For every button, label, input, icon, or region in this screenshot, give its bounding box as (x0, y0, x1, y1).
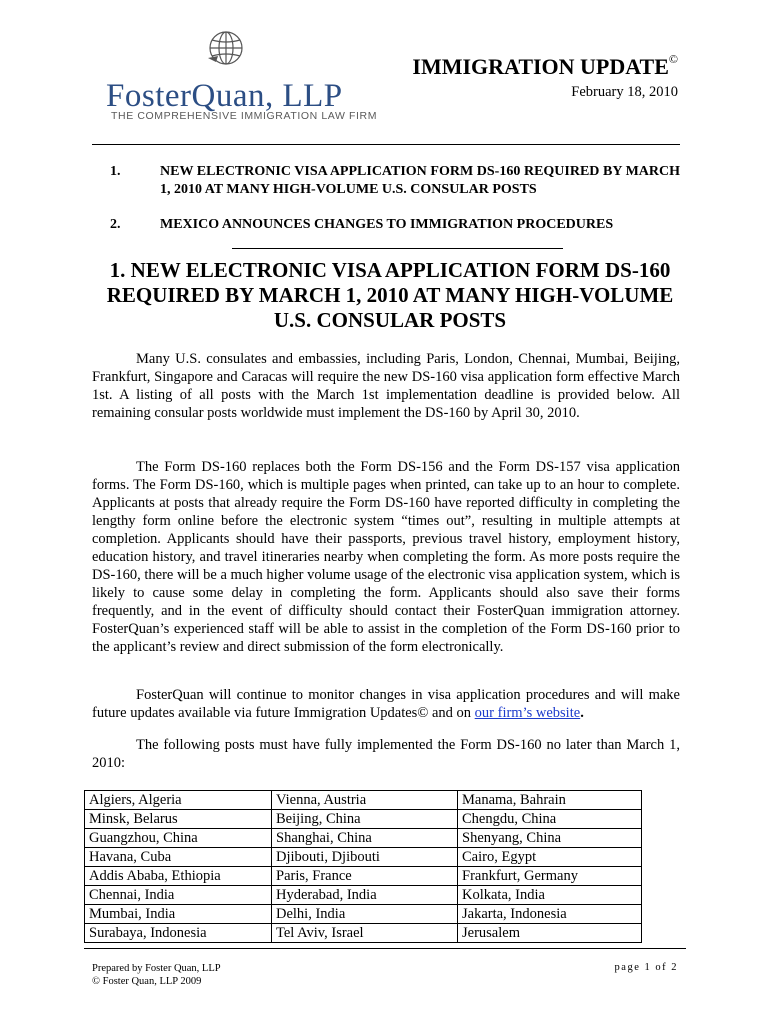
page-number: page 1 of 2 (614, 962, 678, 973)
table-cell: Beijing, China (272, 810, 458, 829)
logo-name: FosterQuan, LLP (106, 78, 343, 114)
toc-item-2 (100, 216, 680, 234)
paragraph-1 (92, 350, 680, 422)
table-cell: Manama, Bahrain (458, 791, 642, 810)
header-divider (92, 144, 680, 145)
toc-number: 2. (110, 217, 121, 232)
table-row (85, 886, 642, 905)
title-text: IMMIGRATION UPDATE (412, 54, 669, 79)
title-copyright-mark: © (668, 52, 678, 66)
section-heading (92, 258, 688, 333)
table-cell: Paris, France (272, 867, 458, 886)
paragraph-text: Many U.S. consulates and embassies, including Paris, London, Chennai, Mumbai, Beijing, Frankfurt, Singapore and Caracas will require the new DS-160 visa application form effective March 1st. A listing of all posts with the March 1st implementation deadline is provided below. All remaining consular posts worldwide must implement the DS-160 by April 30, 2010. (92, 351, 680, 421)
table-cell: Shenyang, China (458, 829, 642, 848)
firm-logo (106, 28, 378, 124)
paragraph-3 (92, 686, 680, 722)
table-cell: Frankfurt, Germany (458, 867, 642, 886)
table-cell: Kolkata, India (458, 886, 642, 905)
section-heading-line: 1. NEW ELECTRONIC VISA APPLICATION FORM DS-160 (109, 258, 671, 282)
footer-divider (84, 948, 686, 949)
table-cell: Minsk, Belarus (85, 810, 272, 829)
table-cell: Algiers, Algeria (85, 791, 272, 810)
logo-tagline: THE COMPREHENSIVE IMMIGRATION LAW FIRM (111, 110, 378, 122)
toc-text: NEW ELECTRONIC VISA APPLICATION FORM DS-160 REQUIRED BY MARCH 1, 2010 AT MANY HIGH-VOLUME U.S. CONSULAR POSTS (160, 164, 680, 197)
paragraph-end: . (580, 705, 584, 721)
toc-text: MEXICO ANNOUNCES CHANGES TO IMMIGRATION PROCEDURES (160, 217, 614, 232)
toc-item-1 (100, 163, 680, 199)
table-row (85, 905, 642, 924)
toc-number: 1. (110, 164, 121, 179)
table-cell: Guangzhou, China (85, 829, 272, 848)
table-row (85, 848, 642, 867)
section-heading-line: REQUIRED BY MARCH 1, 2010 AT MANY HIGH-VOLUME (106, 283, 674, 307)
table-cell: Hyderabad, India (272, 886, 458, 905)
table-row (85, 791, 642, 810)
table-cell: Jakarta, Indonesia (458, 905, 642, 924)
table-cell: Chennai, India (85, 886, 272, 905)
paragraph-text: The Form DS-160 replaces both the Form DS-156 and the Form DS-157 visa application forms. The Form DS-160, which is multiple pages when printed, can take up to an hour to complete. Applicants at posts that already require the Form DS-160 have reported difficulty in completing the lengthy form online before the electronic system “times out”, resulting in multiple attempts at completion. Applicants should have their passports, previous travel history, employment history, education history, and travel itineraries nearby when completing the form. As more posts require the DS-160, there will be a much higher volume usage of the electronic visa application system, which is likely to cause some delay in completing the form. Applicants should also save their forms frequently, and in the event of difficulty should contact their FosterQuan immigration attorney. FosterQuan’s experienced staff will be able to assist in the completion of the Form DS-160 prior to the applicant’s review and direct submission of the form electronically. (92, 459, 680, 655)
globe-icon (206, 28, 246, 68)
table-cell: Mumbai, India (85, 905, 272, 924)
newsletter-title (412, 54, 678, 80)
table-cell: Chengdu, China (458, 810, 642, 829)
footer-copyright: © Foster Quan, LLP 2009 (92, 976, 202, 987)
table-cell: Vienna, Austria (272, 791, 458, 810)
consular-posts-table (84, 790, 642, 943)
table-cell: Tel Aviv, Israel (272, 924, 458, 943)
table-cell: Havana, Cuba (85, 848, 272, 867)
paragraph-text: The following posts must have fully implemented the Form DS-160 no later than March 1, 2010: (92, 737, 680, 771)
table-cell: Cairo, Egypt (458, 848, 642, 867)
table-cell: Addis Ababa, Ethiopia (85, 867, 272, 886)
paragraph-text: FosterQuan will continue to monitor changes in visa application procedures and will make future updates available via future Immigration Updates© and on (92, 687, 680, 721)
table-row (85, 924, 642, 943)
table-cell: Djibouti, Djibouti (272, 848, 458, 867)
table-cell: Delhi, India (272, 905, 458, 924)
firm-website-link[interactable]: our firm’s website (474, 705, 581, 721)
table-cell: Shanghai, China (272, 829, 458, 848)
newsletter-date: February 18, 2010 (571, 84, 678, 100)
paragraph-4 (92, 736, 680, 772)
paragraph-2 (92, 458, 680, 656)
table-row (85, 810, 642, 829)
table-cell: Jerusalem (458, 924, 642, 943)
table-cell: Surabaya, Indonesia (85, 924, 272, 943)
table-row (85, 867, 642, 886)
footer-credits (92, 962, 221, 988)
table-row (85, 829, 642, 848)
toc-divider (232, 248, 563, 249)
footer-prepared-by: Prepared by Foster Quan, LLP (92, 963, 221, 974)
section-heading-line: U.S. CONSULAR POSTS (273, 308, 507, 332)
